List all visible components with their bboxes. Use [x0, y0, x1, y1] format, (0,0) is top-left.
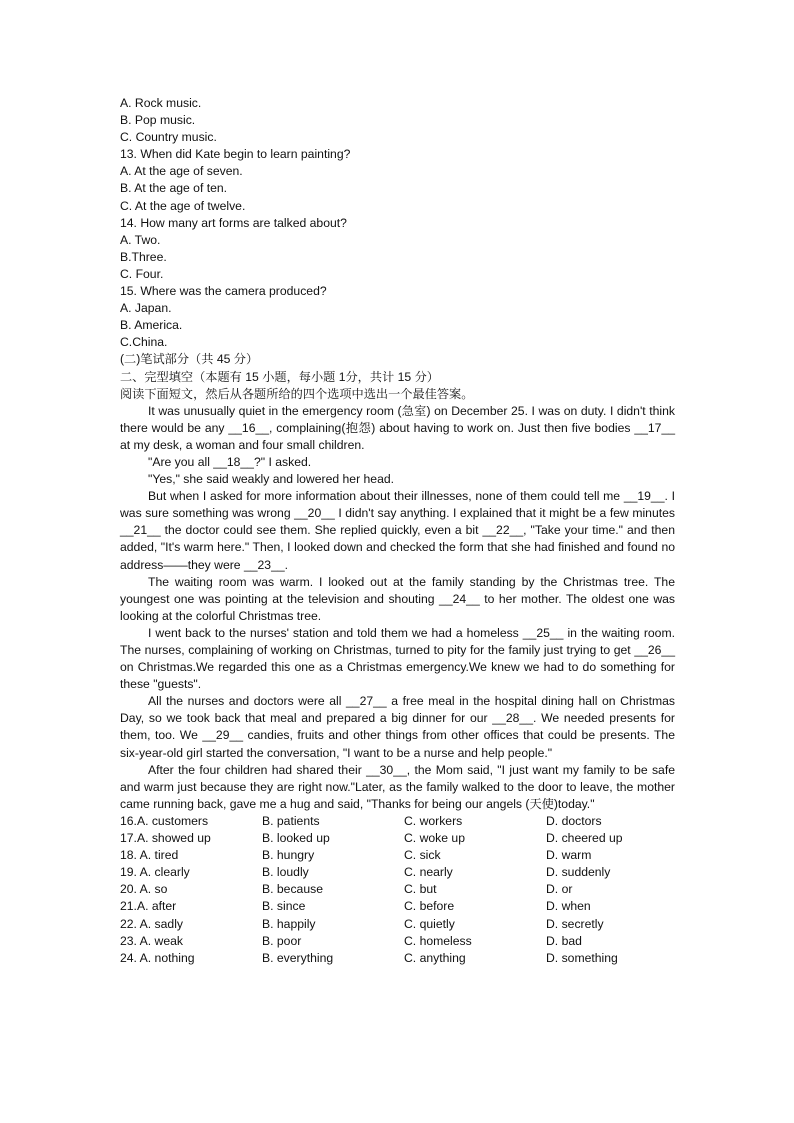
option-b: B. looked up: [262, 831, 330, 846]
option-d: D. secretly: [546, 916, 604, 931]
option-row: [120, 813, 675, 830]
option-d: D. suddenly: [546, 865, 611, 880]
option-c: C. workers: [404, 813, 463, 828]
part-title: 二、完型填空（本题有 15 小题，每小题 1分，共计 15 分）: [120, 369, 439, 384]
question-14: 14. How many art forms are talked about?: [120, 215, 347, 230]
option-a: 20. A. so: [120, 882, 168, 897]
listening-line: B. At the age of ten.: [120, 181, 228, 196]
option-row: [120, 916, 675, 933]
option-d: D. doctors: [546, 813, 602, 828]
listening-line: A. At the age of seven.: [120, 164, 243, 179]
option-c: C. homeless: [404, 933, 472, 948]
option-c: C. quietly: [404, 916, 455, 931]
listening-line: A. Rock music.: [120, 96, 202, 110]
option-row: [120, 881, 675, 898]
answer-options: [120, 813, 675, 967]
listening-line: C.China.: [120, 335, 168, 350]
option-b: B. everything: [262, 950, 334, 965]
option-b: B. patients: [262, 813, 320, 828]
option-c: C. before: [404, 899, 455, 914]
option-b: B. happily: [262, 916, 316, 931]
passage-paragraph: The waiting room was warm. I looked out at the family standing by the Christmas tree. The youngest one was pointing at the television and shouting __24__ to her mother. The oldest one was looking at the colorful Christmas tree.: [120, 574, 675, 623]
option-a: 24. A. nothing: [120, 950, 195, 965]
passage-paragraph: After the four children had shared their __30__, the Mom said, "I just want my family to be safe and warm just because they are right now."Later, as the family walked to the door to leave, the mother came running back, gave me a hug and said, "Thanks for being our angels (天使)today.": [120, 762, 675, 811]
option-d: D. or: [546, 882, 573, 897]
option-c: C. anything: [404, 950, 466, 965]
option-c: C. sick: [404, 848, 441, 863]
passage-paragraph: "Yes," she said weakly and lowered her head.: [148, 472, 395, 487]
option-b: B. since: [262, 899, 306, 914]
option-d: D. cheered up: [546, 831, 623, 846]
option-row: [120, 898, 675, 915]
option-b: B. loudly: [262, 865, 309, 880]
option-d: D. when: [546, 899, 591, 914]
question-13: 13. When did Kate begin to learn painting?: [120, 147, 351, 162]
option-a: 21.A. after: [120, 899, 177, 914]
option-a: 16.A. customers: [120, 813, 209, 828]
option-a: 18. A. tired: [120, 848, 179, 863]
listening-line: A. Japan.: [120, 301, 172, 316]
listening-line: C. Four.: [120, 266, 164, 281]
listening-line: B. Pop music.: [120, 113, 196, 128]
instruction: 阅读下面短文，然后从各题所给的四个选项中选出一个最佳答案。: [120, 386, 474, 401]
option-c: C. woke up: [404, 831, 465, 846]
listening-line: B. America.: [120, 318, 183, 333]
option-b: B. poor: [262, 933, 302, 948]
cloze-passage: [120, 403, 675, 813]
option-d: D. bad: [546, 933, 582, 948]
passage-paragraph: "Are you all __18__?" I asked.: [148, 454, 312, 469]
option-row: [120, 864, 675, 881]
passage-paragraph: It was unusually quiet in the emergency room (急室) on December 25. I was on duty. I didn't think there would be any __16__, complaining(抱怨) about having to work on. Just then five bodies __17__ at my desk, a woman and four small children.: [120, 403, 675, 452]
option-c: C. nearly: [404, 865, 453, 880]
option-a: 17.A. showed up: [120, 831, 211, 846]
option-c: C. but: [404, 882, 437, 897]
section-title: (二)笔试部分（共 45 分）: [120, 352, 259, 367]
passage-paragraph: All the nurses and doctors were all __27__ a free meal in the hospital dining hall on Christmas Day, so we took back that meal and prepared a big dinner for our __28__. We needed presents for them, too. We __29__ candies, fruits and other things from other offices that could be presents. The six-year-old girl started the conversation, "I want to be a nurse and help people.": [120, 694, 675, 760]
option-row: [120, 830, 675, 847]
option-row: [120, 847, 675, 864]
listening-line: C. At the age of twelve.: [120, 198, 246, 213]
passage-paragraph: I went back to the nurses' station and told them we had a homeless __25__ in the waiting room. The nurses, complaining of working on Christmas, turned to pity for the family just trying to get __26__ on Christmas.We regarded this one as a Christmas emergency.We knew we had to do something for these "guests".: [120, 625, 675, 692]
listening-line: B.Three.: [120, 249, 167, 264]
listening-options: [120, 95, 675, 351]
option-b: B. because: [262, 882, 323, 897]
option-d: D. something: [546, 950, 618, 965]
question-15: 15. Where was the camera produced?: [120, 284, 327, 299]
option-a: 22. A. sadly: [120, 916, 184, 931]
option-a: 19. A. clearly: [120, 865, 190, 880]
listening-line: C. Country music.: [120, 130, 217, 145]
passage-paragraph: But when I asked for more information about their illnesses, none of them could tell me __19__. I was sure something was wrong __20__ I didn't say anything. I explained that it might be a few minutes __21__ the doctor could see them. She replied quickly, even a bit __22__, "Take your time." and then added, "It's warm here." Then, I looked down and checked the form that she had finished and found no address——they were __23__.: [120, 489, 675, 572]
option-d: D. warm: [546, 848, 592, 863]
exam-page: [120, 95, 675, 967]
option-b: B. hungry: [262, 848, 315, 863]
option-a: 23. A. weak: [120, 933, 184, 948]
listening-line: A. Two.: [120, 232, 161, 247]
option-row: [120, 933, 675, 950]
option-row: [120, 950, 675, 967]
